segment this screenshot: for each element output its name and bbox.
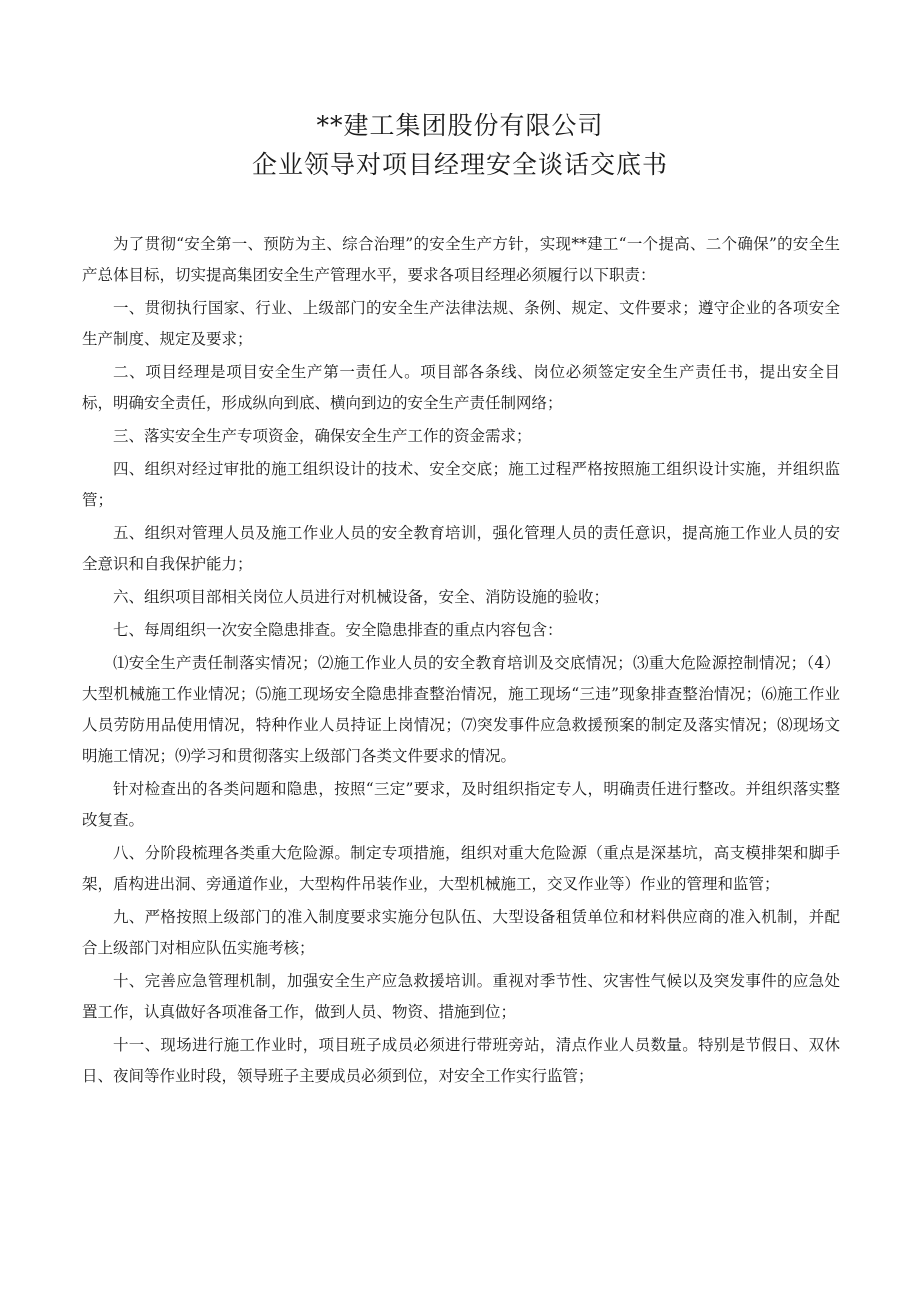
paragraph-item-10: 十、完善应急管理机制，加强安全生产应急救援培训。重视对季节性、灾害性气候以及突发事件的应急处置工作，认真做好各项准备工作，做到人员、物资、措施到位； — [82, 972, 840, 1021]
company-name: **建工集团股份有限公司 — [316, 111, 604, 140]
paragraph-item-7-rectification: 针对检查出的各类问题和隐患，按照“三定”要求，及时组织指定专人，明确责任进行整改。并组织落实整改复查。 — [82, 780, 840, 829]
paragraph-item-4: 四、组织对经过审批的施工组织设计的技术、安全交底；施工过程严格按照施工组织设计实施，并组织监管； — [82, 460, 840, 509]
paragraph-item-8: 八、分阶段梳理各类重大危险源。制定专项措施，组织对重大危险源（重点是深基坑，高支模排架和脚手架，盾构进出洞、旁通道作业，大型构件吊装作业，大型机械施工，交叉作业等）作业的管理和监管； — [82, 844, 840, 893]
paragraph-item-11: 十一、现场进行施工作业时，项目班子成员必须进行带班旁站，清点作业人员数量。特别是节假日、双休日、夜间等作业时段，领导班子主要成员必须到位，对安全工作实行监管； — [82, 1036, 840, 1085]
document-title: 企业领导对项目经理安全谈话交底书 — [251, 150, 668, 179]
paragraph-item-6: 六、组织项目部相关岗位人员进行对机械设备，安全、消防设施的验收； — [113, 588, 610, 606]
paragraph-item-2: 二、项目经理是项目安全生产第一责任人。项目部各条线、岗位必须签定安全生产责任书，提出安全目标，明确安全责任，形成纵向到底、横向到边的安全生产责任制网络； — [82, 363, 840, 412]
paragraph-item-7: 七、每周组织一次安全隐患排查。安全隐患排查的重点内容包含： — [113, 621, 563, 639]
paragraph-item-7-details: ⑴安全生产责任制落实情况；⑵施工作业人员的安全教育培训及交底情况；⑶重大危险源控制情况；（4）大型机械施工作业情况；⑸施工现场安全隐患排查整治情况，施工现场“三违”现象排查整治情况；⑹施工作业人员劳防用品使用情况，特种作业人员持证上岗情况；⑺突发事件应急救援预案的制定及落实情况；⑻现场文明施工情况；⑼学习和贯彻落实上级部门各类文件要求的情况。 — [82, 654, 840, 765]
paragraph-item-1: 一、贯彻执行国家、行业、上级部门的安全生产法律法规、条例、规定、文件要求；遵守企业的各项安全生产制度、规定及要求； — [82, 299, 840, 348]
paragraph-item-9: 九、严格按照上级部门的准入制度要求实施分包队伍、大型设备租赁单位和材料供应商的准入机制，并配合上级部门对相应队伍实施考核； — [82, 908, 840, 957]
paragraph-item-5: 五、组织对管理人员及施工作业人员的安全教育培训，强化管理人员的责任意识，提高施工作业人员的安全意识和自我保护能力； — [82, 524, 840, 573]
paragraph-item-3: 三、落实安全生产专项资金，确保安全生产工作的资金需求； — [113, 427, 532, 445]
document-body — [82, 229, 840, 1094]
title-block — [0, 108, 920, 186]
paragraph-intro: 为了贯彻“安全第一、预防为主、综合治理”的安全生产方针，实现**建工“一个提高、二个确保”的安全生产总体目标，切实提高集团安全生产管理水平，要求各项目经理必须履行以下职责： — [82, 235, 840, 284]
